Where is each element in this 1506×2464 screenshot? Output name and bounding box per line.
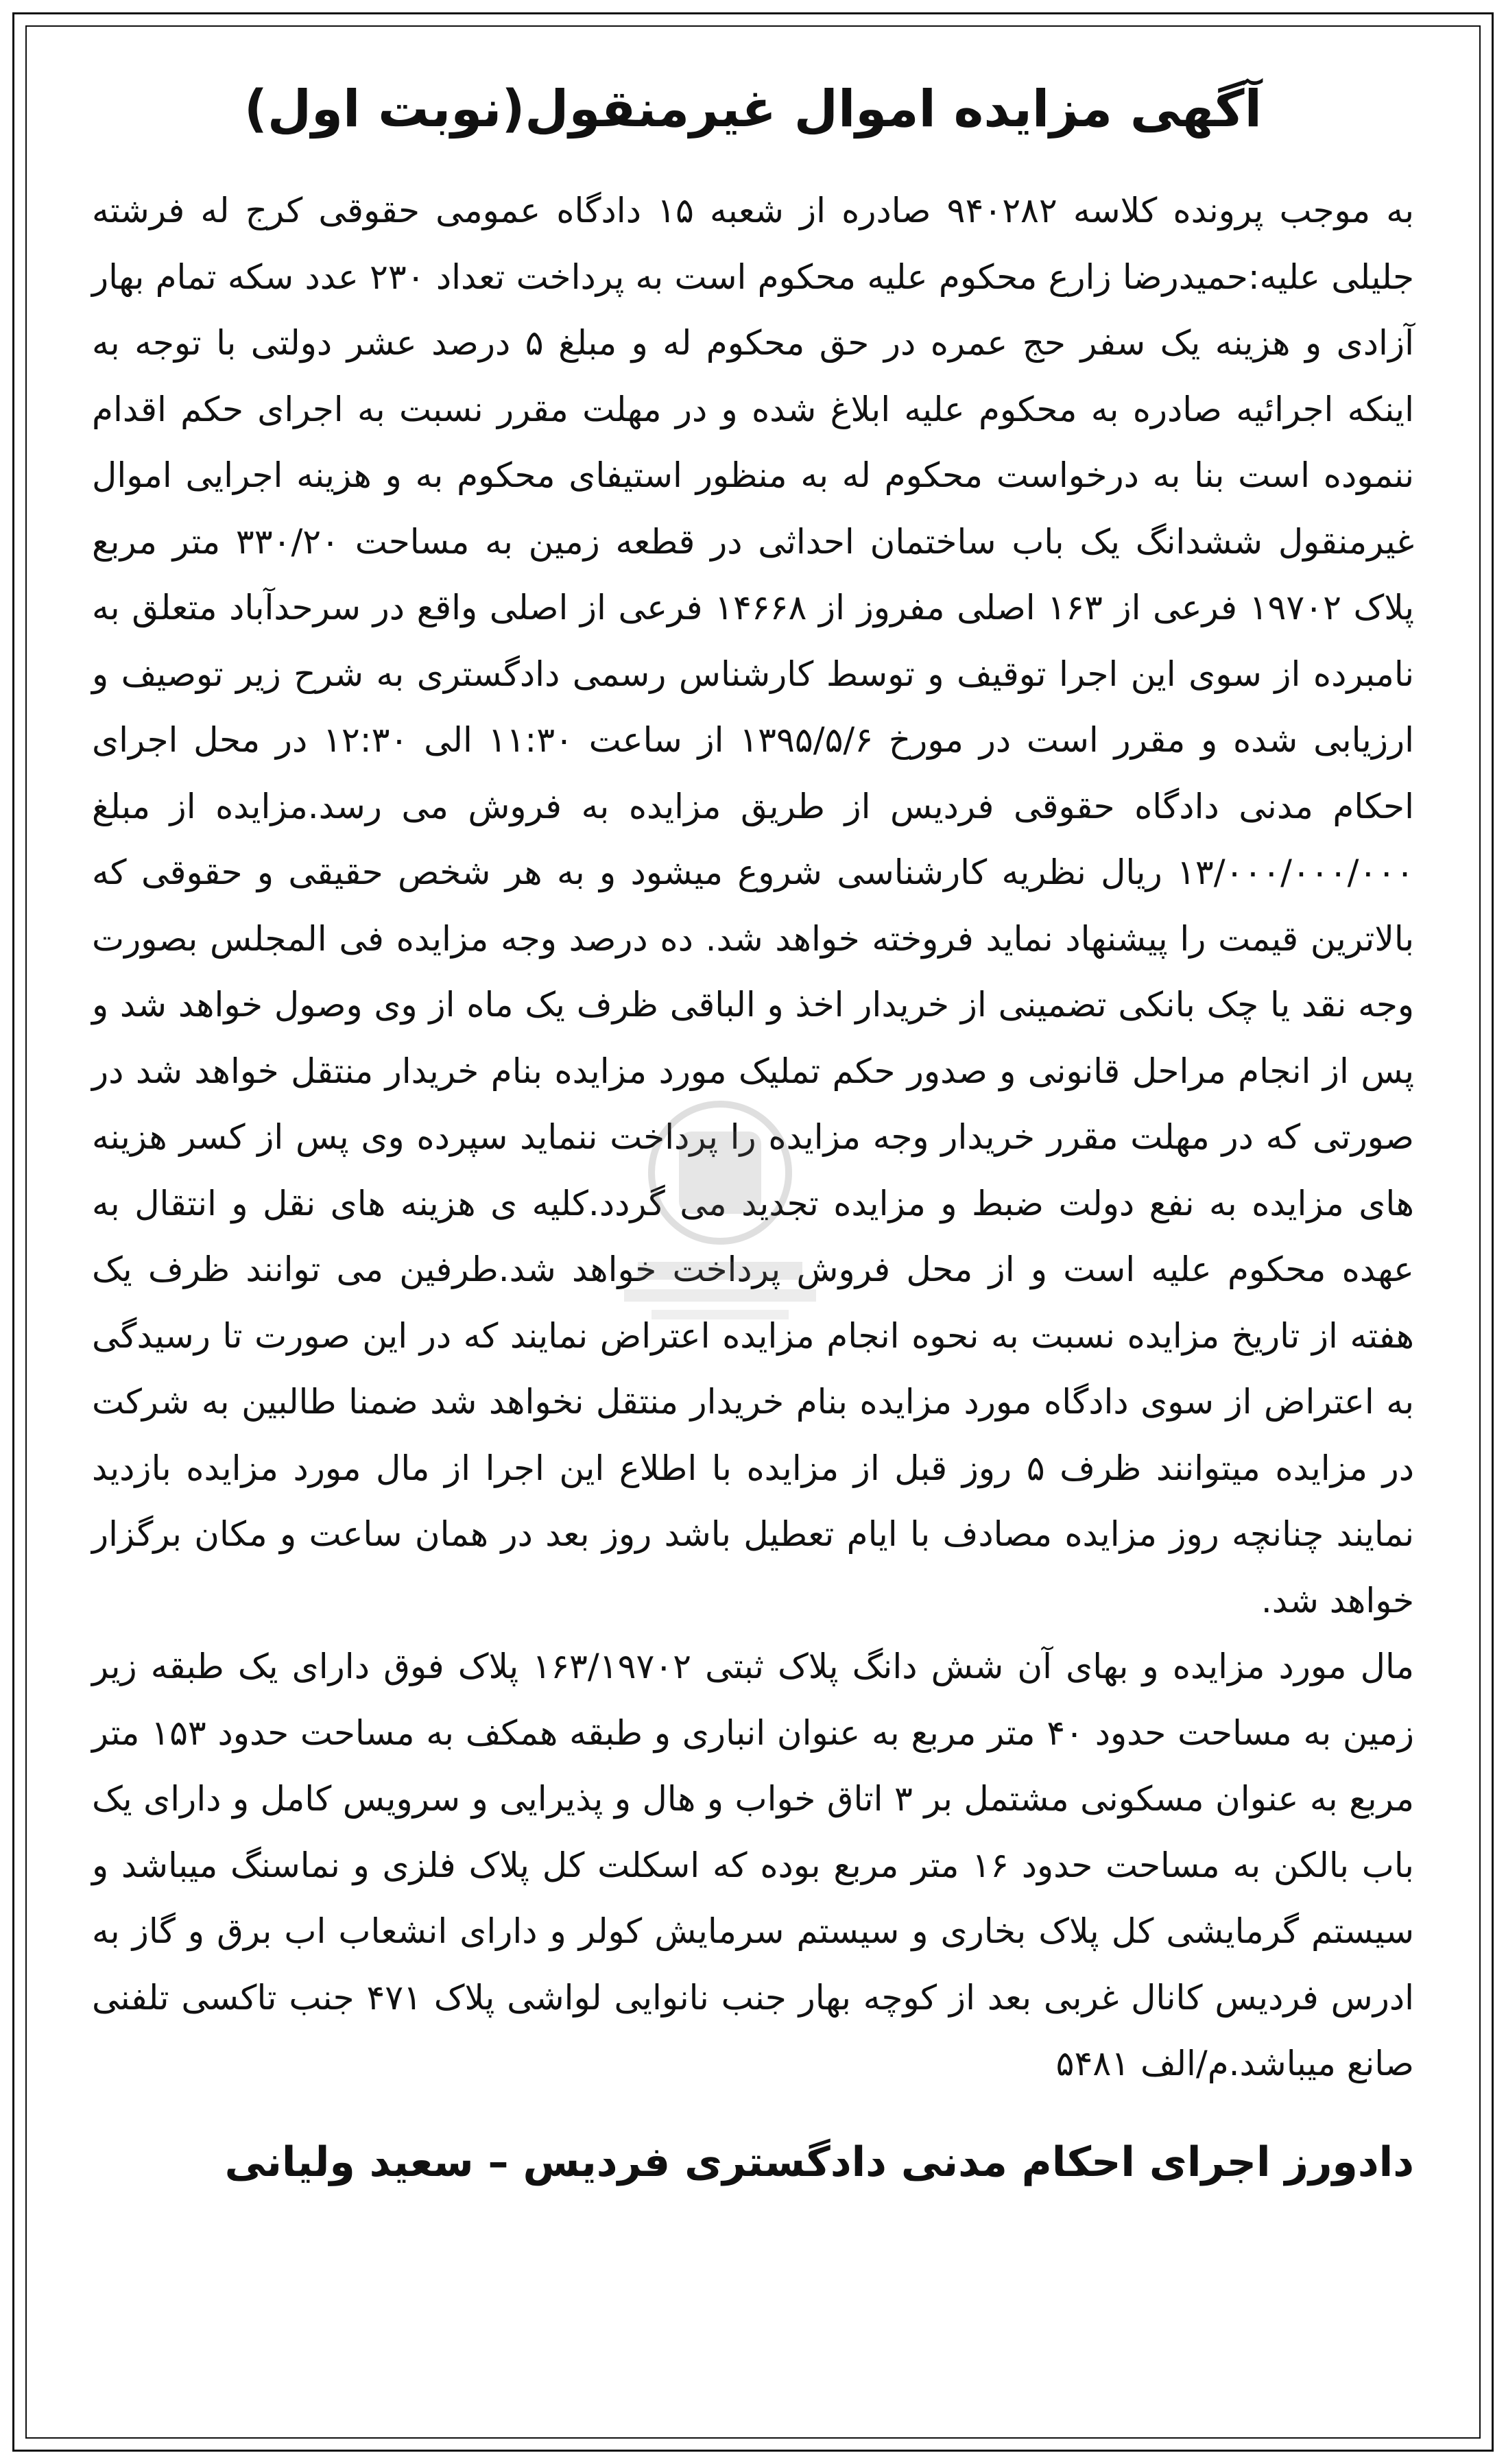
notice-signature: دادورز اجرای احکام مدنی دادگستری فردیس – سعید ولیانی xyxy=(224,2138,1414,2186)
notice-outer-border xyxy=(12,12,1494,2452)
notice-body-paragraph: به موجب پرونده کلاسه ۹۴۰۲۸۲ صادره از شعبه ۱۵ دادگاه عمومی حقوقی کرج له فرشته جلیلی علیه:حمیدرضا زارع محکوم علیه محکوم است به پرداخت تعداد ۲۳۰ عدد سکه تمام بهار آزادی و هزینه یک سفر حج عمره در حق محکوم له و مبلغ ۵ درصد عشر دولتی با توجه به اینکه اجرائیه صادره به محکوم علیه ابلاغ شده و در مهلت مقرر نسبت به اجرای حکم اقدام ننموده است بنا به درخواست محکوم له به منظور استیفای محکوم به و هزینه اجرایی اموال غیرمنقول ششدانگ یک باب ساختمان احداثی در قطعه زمین به مساحت ۳۳۰/۲۰ متر مربع پلاک ۱۹۷۰۲ فرعی از ۱۶۳ اصلی مفروز از ۱۴۶۶۸ فرعی از اصلی واقع در سرحدآباد متعلق به نامبرده از سوی این اجرا توقیف و توسط کارشناس رسمی دادگستری به شرح زیر توصیف و ارزیابی شده و مقرر است در مورخ ۱۳۹۵/۵/۶ از ساعت ۱۱:۳۰ الی ۱۲:۳۰ در محل اجرای احکام مدنی دادگاه حقوقی فردیس از طریق مزایده به فروش می رسد.مزایده از مبلغ ۱۳/۰۰۰/۰۰۰/۰۰۰ ریال نظریه کارشناسی شروع میشود و به هر شخص حقیقی و حقوقی که بالاترین قیمت را پیشنهاد نماید فروخته خواهد شد. ده درصد وجه مزایده فی المجلس بصورت وجه نقد یا چک بانکی تضمینی از خریدار اخذ و الباقی ظرف یک ماه از وی وصول خواهد شد و پس از انجام مراحل قانونی و صدور حکم تملیک مورد مزایده بنام خریدار منتقل خواهد شد در صورتی که در مهلت مقرر خریدار وجه مزایده را پرداخت ننماید سپرده وی پس از کسر هزینه های مزایده به نفع دولت ضبط و مزایده تجدید می گردد.کلیه ی هزینه های نقل و انتقال به عهده محکوم علیه است و از محل فروش پرداخت خواهد شد.طرفین می توانند ظرف یک هفته از تاریخ مزایده نسبت به نحوه انجام مزایده اعتراض نمایند که در این صورت تا رسیدگی به اعتراض از سوی دادگاه مورد مزایده بنام خریدار منتقل نخواهد شد ضمنا طالبین به شرکت در مزایده میتوانند ظرف ۵ روز قبل از مزایده با اطلاع این اجرا از مال مورد مزایده بازدید نمایند چنانچه روز مزایده مصادف با ایام تعطیل باشد روز بعد در همان ساعت و مکان برگزار خواهد شد. xyxy=(92,191,1415,1620)
notice-box xyxy=(25,25,1481,2439)
notice-title: آگهی مزایده اموال غیرمنقول(نوبت اول) xyxy=(244,80,1262,139)
property-description-paragraph: مال مورد مزایده و بهای آن شش دانگ پلاک ثبتی ۱۶۳/۱۹۷۰۲ پلاک فوق دارای یک طبقه زیر زمین به مساحت حدود ۴۰ متر مربع به عنوان انباری و طبقه همکف به مساحت حدود ۱۵۳ متر مربع به عنوان مسکونی مشتمل بر ۳ اتاق خواب و هال و پذیرایی و سرویس کامل و دارای یک باب بالکن به مساحت حدود ۱۶ متر مربع بوده که اسکلت کل پلاک فلزی و نماسنگ میباشد و سیستم گرمایشی کل پلاک بخاری و سیستم سرمایش کولر و دارای انشعاب اب برق و گاز به ادرس فردیس کانال غربی بعد از کوچه بهار جنب نانوایی لواشی پلاک ۴۷۱ جنب تاکسی تلفنی صانع میباشد.م/الف ۵۴۸۱ xyxy=(92,1647,1414,2083)
